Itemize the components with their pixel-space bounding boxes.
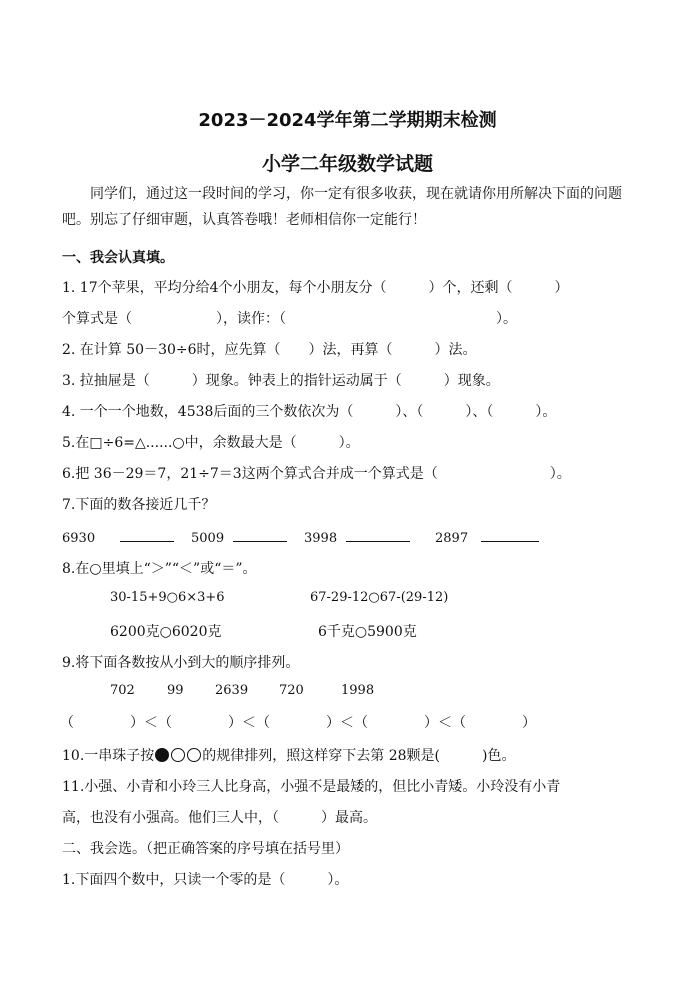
intro-paragraph: 同学们，通过这一段时间的学习，你一定有很多收获，现在就请你用所解决下面的问题吧。别忘了仔细审题，认真答卷哦！老师相信你一定能行！ <box>62 186 622 228</box>
q8-item-2: 67-29-12○67-(29-12) <box>310 590 449 605</box>
q8-item-3: 6200克○6020克 <box>110 624 222 640</box>
q7-blank-2[interactable] <box>233 527 287 542</box>
q7-number-3: 3998 <box>304 531 338 546</box>
q8-item-1: 30-15+9○6×3+6 <box>110 590 225 605</box>
white-bead-icon <box>171 748 185 762</box>
question-7: 7.下面的数各接近几千？ <box>62 497 216 513</box>
question-3: 3. 拉抽屉是（ ）现象。钟表上的指针运动属于（ ）现象。 <box>62 373 500 389</box>
q9-number-1: 702 <box>110 683 135 698</box>
q7-number-1: 6930 <box>62 531 96 546</box>
q9-number-5: 1998 <box>341 683 375 698</box>
section1-heading: 一、我会认真填。 <box>62 250 174 266</box>
question-1-line2: 个算式是（ ），读作：（ ）。 <box>62 311 517 327</box>
question-2: 2. 在计算 50－30÷6时，应先算（ ）法，再算（ ）法。 <box>62 342 477 358</box>
question-11-line1: 11.小强、小青和小玲三人比身高，小强不是最矮的，但比小青矮。小玲没有小青 <box>62 779 561 795</box>
question-4: 4. 一个一个地数，4538后面的三个数依次为（ ）、（ ）、（ ）。 <box>62 404 557 420</box>
question-8: 8.在○里填上“＞”“＜”或“＝”。 <box>62 561 257 577</box>
q9-numbers <box>110 683 381 698</box>
exam-title: 2023－2024学年第二学期期末检测 <box>198 110 497 131</box>
question-6: 6.把 36－29＝7，21÷7＝3这两个算式合并成一个算式是（ ）。 <box>62 466 571 482</box>
q9-order-blanks: （ ）＜（ ）＜（ ）＜（ ）＜（ ） <box>60 715 536 731</box>
q7-blank-4[interactable] <box>481 527 539 542</box>
section2-question-1: 1.下面四个数中，只读一个零的是（ ）。 <box>62 872 349 888</box>
q7-blank-1[interactable] <box>120 527 174 542</box>
q9-number-4: 720 <box>279 683 304 698</box>
exam-subtitle: 小学二年级数学试题 <box>261 153 433 175</box>
black-bead-icon <box>155 748 169 762</box>
question-5: 5.在□÷6=△......○中，余数最大是（ ）。 <box>62 435 360 451</box>
q7-number-2: 5009 <box>191 531 225 546</box>
q7-number-4: 2897 <box>435 531 469 546</box>
question-11-line2: 高，也没有小强高。他们三人中，（ ）最高。 <box>62 810 377 826</box>
q9-number-2: 99 <box>167 683 184 698</box>
q10-text-before: 10.一串珠子按 <box>62 748 155 764</box>
q10-text-after: 的规律排列，照这样穿下去第 28颗是( )色。 <box>202 748 516 764</box>
question-7-items <box>62 527 539 546</box>
section2-heading: 二、我会选。（把正确答案的序号填在括号里） <box>62 841 349 857</box>
question-1-line1: 1. 17个苹果，平均分给4个小朋友，每个小朋友分（ ）个，还剩（ ） <box>62 280 569 296</box>
q9-number-3: 2639 <box>215 683 249 698</box>
question-9: 9.将下面各数按从小到大的顺序排列。 <box>62 655 300 671</box>
white-bead-icon <box>187 748 201 762</box>
q8-item-4: 6千克○5900克 <box>318 624 417 640</box>
question-10 <box>62 745 515 765</box>
q7-blank-3[interactable] <box>346 527 410 542</box>
